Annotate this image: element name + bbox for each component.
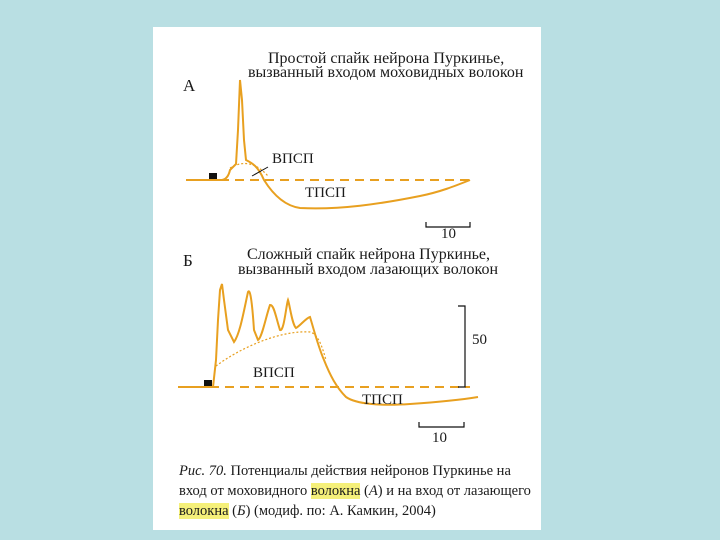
caption-text-3: ) и на вход от лазающего <box>377 483 531 499</box>
panel-b-epsp-label: ВПСП <box>253 365 295 381</box>
panel-a-epsp-label: ВПСП <box>272 151 314 167</box>
panel-a-time-scale-label: 10 <box>441 226 456 242</box>
panel-b-voltage-scale-label: 50 <box>472 332 487 348</box>
caption-text-1: Потенциалы действия нейронов Пуркинье на вход от моховидного <box>179 463 511 499</box>
panel-a-diagram <box>186 80 470 227</box>
panel-b-letter: Б <box>183 251 193 270</box>
panel-b-title-line2: вызванный входом лазающих волокон <box>238 261 499 278</box>
caption-ref-a: А <box>368 483 378 499</box>
panel-b-title-line1: Сложный спайк нейрона Пуркинье, <box>247 246 491 263</box>
panel-a-ipsp-label: ТПСП <box>305 185 346 201</box>
caption-highlight-1: волокна <box>310 483 361 499</box>
panel-b-time-scalebar <box>419 422 464 427</box>
caption-text-4: ( <box>228 503 238 519</box>
caption-figure-ref: Рис. 70. <box>179 463 227 479</box>
panel-b-time-scale-label: 10 <box>432 430 447 446</box>
caption-ref-b: Б <box>237 503 246 519</box>
caption-highlight-2: волокна <box>179 503 229 519</box>
caption-text-5: ) (модиф. по: А. Камкин, 2004) <box>245 503 436 519</box>
panel-b-ipsp-label: ТПСП <box>362 392 403 408</box>
panel-b-trace <box>178 284 478 405</box>
panel-a-epsp-pointer <box>252 167 268 176</box>
panel-b-diagram <box>178 284 478 427</box>
panel-a-letter: А <box>183 76 196 95</box>
panel-b-voltage-scalebar <box>458 306 465 387</box>
panel-a-stimulus-marker <box>209 173 217 180</box>
panel-a-title-line2: вызванный входом моховидных волокон <box>248 64 524 81</box>
figure-caption <box>179 461 535 521</box>
panel-b-stimulus-marker <box>204 380 212 387</box>
caption-text-2: ( <box>360 483 369 499</box>
panel-a-title-line1: Простой спайк нейрона Пуркинье, <box>268 50 505 67</box>
